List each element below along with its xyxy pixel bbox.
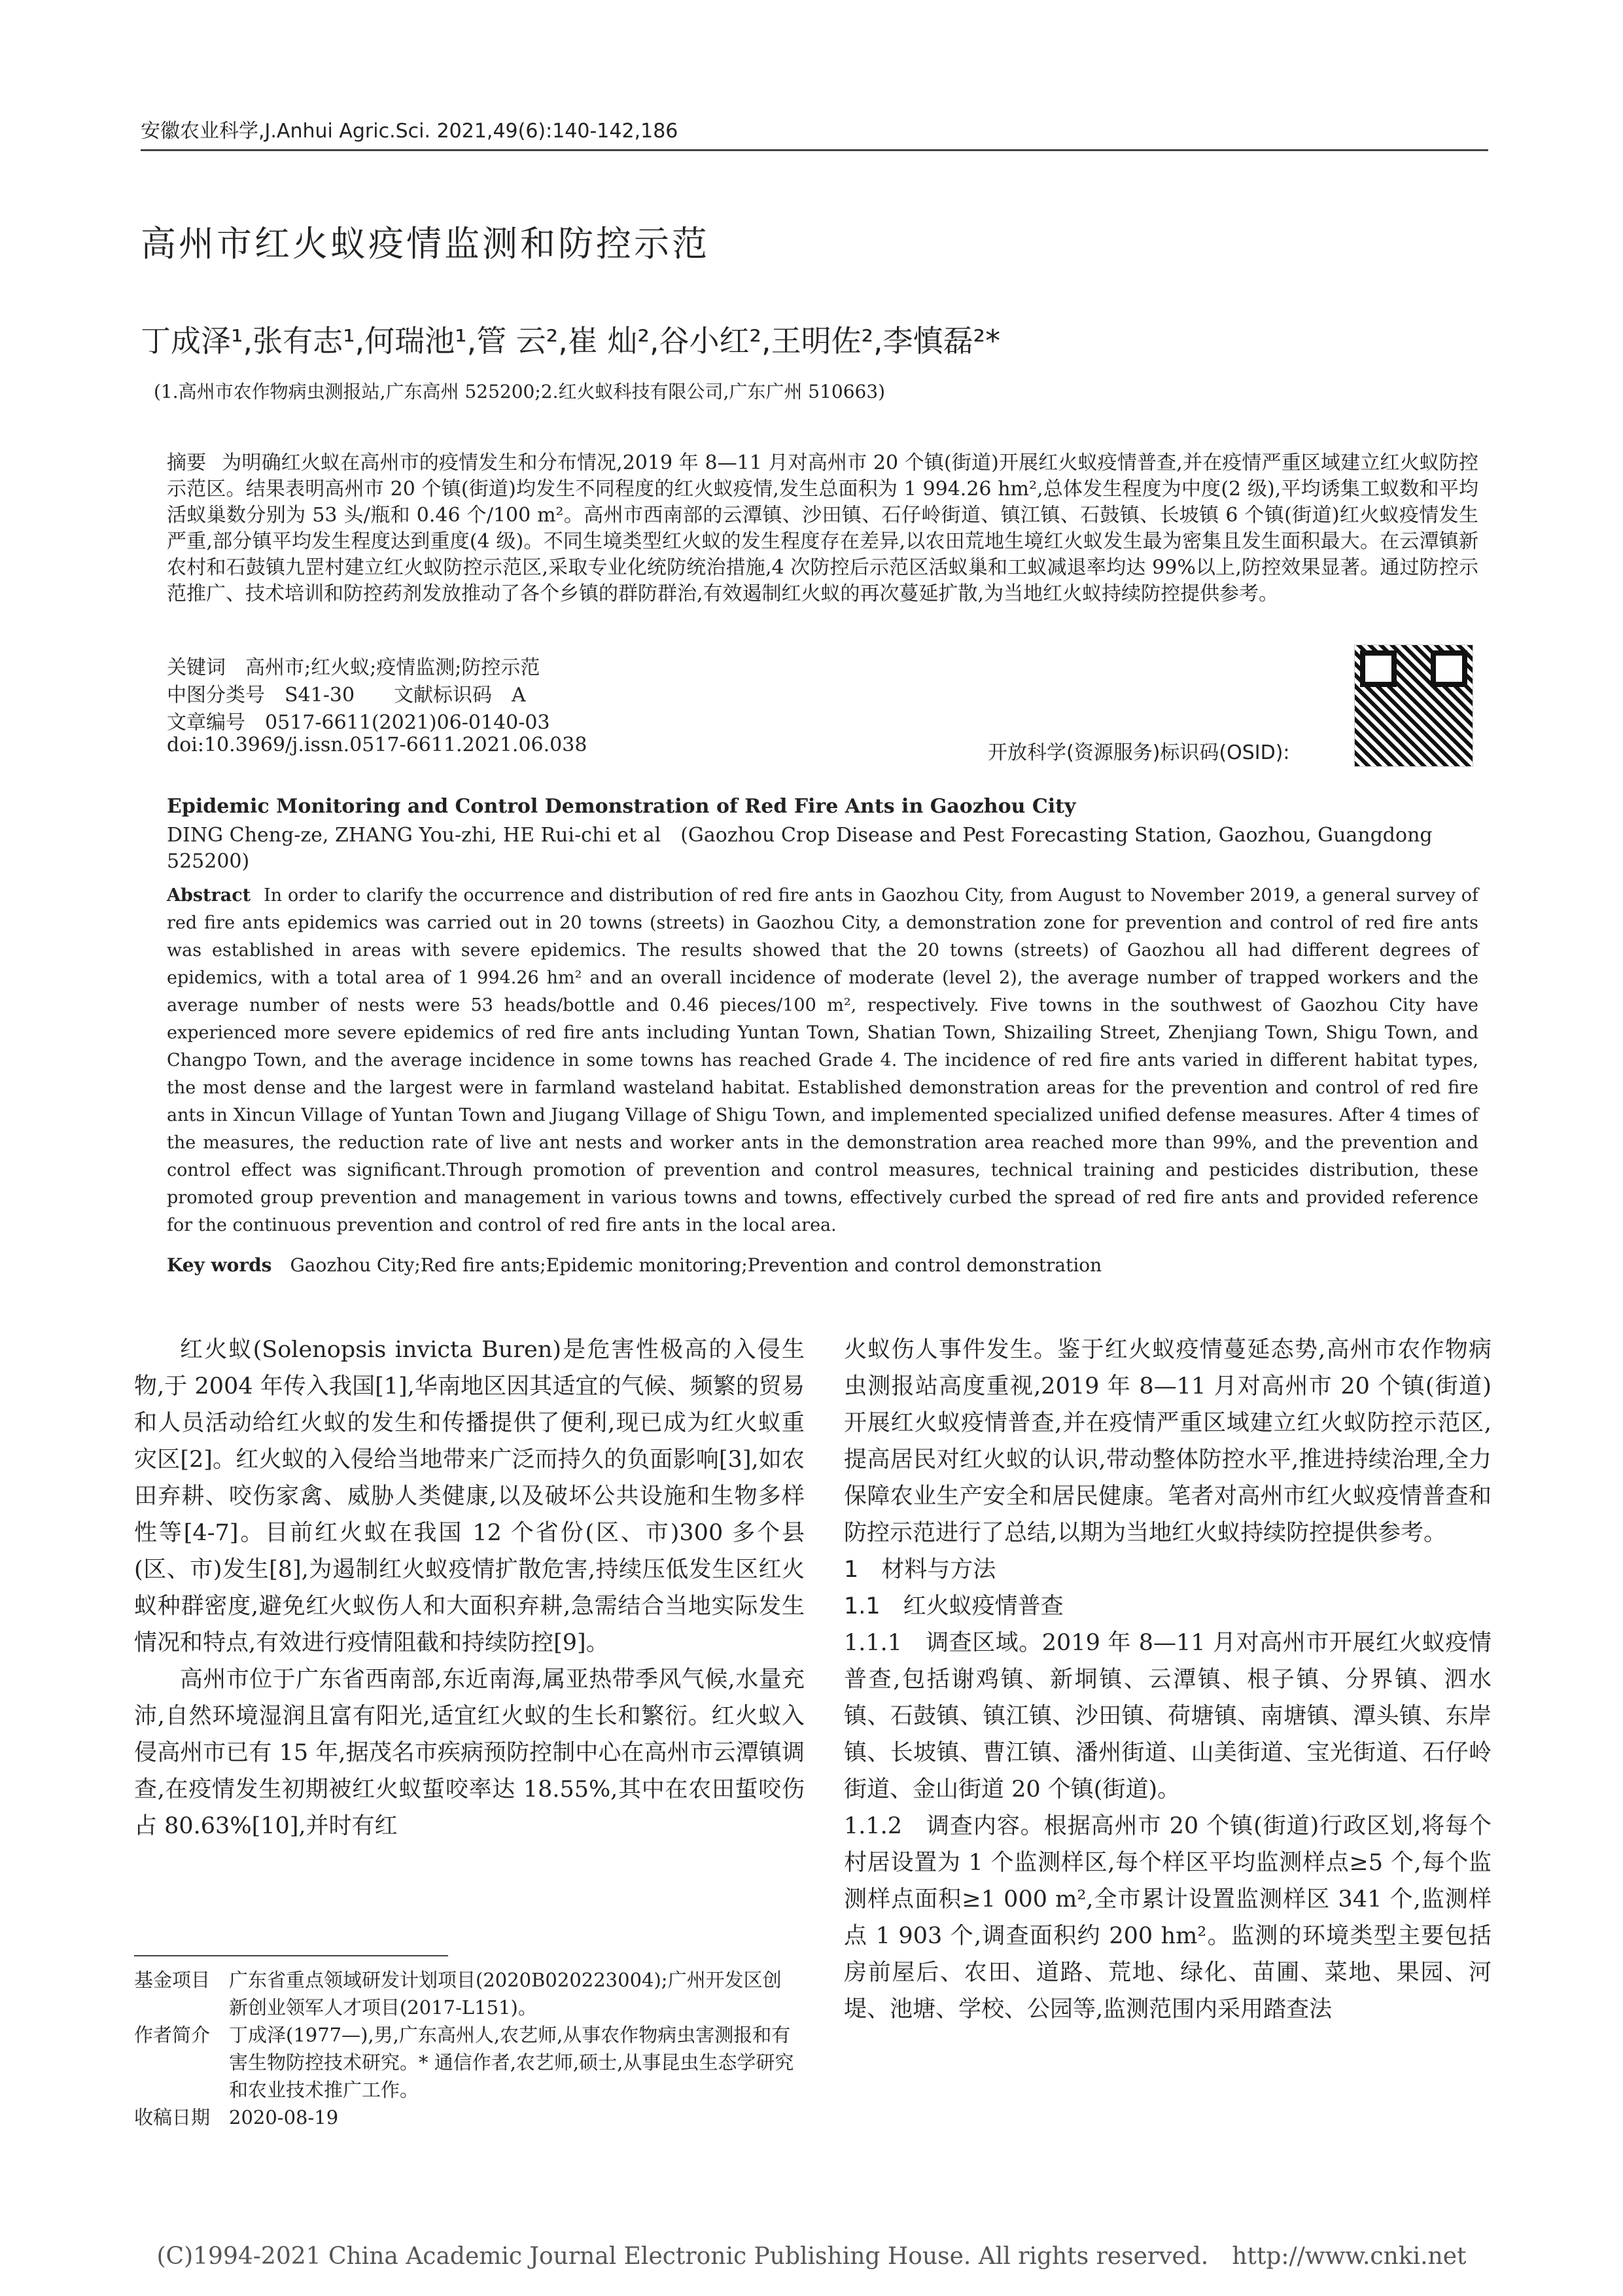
footnote-author: 作者简介 丁成泽(1977—),男,广东高州人,农艺师,从事农作物病虫害测报和有害生物防控技术研究。* 通信作者,农艺师,硕士,从事昆虫生态学研究和农业技术推广工作。 (134, 2024, 794, 2101)
body-paragraph: 红火蚁(Solenopsis invicta Buren)是危害性极高的入侵生物,于 2004 年传入我国[1],华南地区因其适宜的气候、频繁的贸易和人员活动给红火蚁的发生和传播提供了便利,现已成为红火蚁重灾区[2]。红火蚁的入侵给当地带来广泛而持久的负面影响[3],如农田弃耕、咬伤家禽、威胁人类健康,以及破坏公共设施和生物多样性等[4-7]。目前红火蚁在我国 12 个省份(区、市)300 多个县(区、市)发生[8],为遏制红火蚁疫情扩散危害,持续压低发生区红火蚁种群密度,避免红火蚁伤人和大面积弃耕,急需结合当地实际发生情况和特点,有效进行疫情阻截和持续防控[9]。 (134, 1337, 805, 1656)
footnotes (134, 1966, 805, 2131)
body-paragraph: 1.1.1 调查区域。2019 年 8—11 月对高州市开展红火蚁疫情普查,包括谢鸡镇、新垌镇、云潭镇、根子镇、分界镇、泗水镇、石鼓镇、镇江镇、沙田镇、荷塘镇、南塘镇、潭头镇、东岸镇、长坡镇、曹江镇、潘州街道、山美街道、宝光街道、石仔岭街道、金山街道 20 个镇(街道)。 (844, 1630, 1492, 1803)
english-authors: DING Cheng-ze, ZHANG You-zhi, HE Rui-chi et al (Gaozhou Crop Disease and Pest Forecasting Station, Gaozhou, Guangdong 525200) (167, 824, 1433, 873)
english-keywords (167, 1254, 1102, 1276)
body-paragraph: 高州市位于广东省西南部,东近南海,属亚热带季风气候,水量充沛,自然环境湿润且富有阳光,适宜红火蚁的生长和繁衍。红火蚁入侵高州市已有 15 年,据茂名市疾病预防控制中心在高州市云潭镇调查,在疫情发生初期被红火蚁蜇咬率达 18.55%,其中在农田蜇咬伤占 80.63%[10],并时有红 (134, 1667, 805, 1839)
body-paragraph: 火蚁伤人事件发生。鉴于红火蚁疫情蔓延态势,高州市农作物病虫测报站高度重视,2019 年 8—11 月对高州市 20 个镇(街道)开展红火蚁疫情普查,并在疫情严重区域建立红火蚁防控示范区,提高居民对红火蚁的认识,带动整体防控水平,推进持续治理,全力保障农业生产安全和居民健康。笔者对高州市红火蚁疫情普查和防控示范进行了总结,以期为当地红火蚁持续防控提供参考。 (844, 1337, 1492, 1546)
article-number: 文章编号 0517-6611(2021)06-0140-03 (167, 711, 550, 734)
copyright-footer: (C)1994-2021 China Academic Journal Electronic Publishing House. All rights reserved. http://www.cnki.net (156, 2243, 1467, 2270)
english-keywords-label: Key words (167, 1254, 272, 1276)
keywords-cn: 关键词 高州市;红火蚁;疫情监测;防控示范 (167, 656, 540, 679)
english-keywords-text: Gaozhou City;Red fire ants;Epidemic monitoring;Prevention and control demonstration (290, 1254, 1102, 1276)
paper-title: 高州市红火蚁疫情监测和防控示范 (141, 223, 710, 264)
english-abstract (167, 882, 1478, 1239)
journal-header: 安徽农业科学,J.Anhui Agric.Sci. 2021,49(6):140-142,186 (141, 120, 678, 143)
body-right-column (844, 1332, 1492, 2028)
chinese-abstract (167, 450, 1478, 607)
author-list: 丁成泽¹,张有志¹,何瑞池¹,管 云²,崔 灿²,谷小红²,王明佐²,李慎磊²* (141, 323, 1001, 359)
footnote-received: 收稿日期 2020-08-19 (134, 2106, 339, 2128)
subsection-heading: 1.1 红火蚁疫情普查 (844, 1593, 1064, 1619)
affiliation: (1.高州市农作物病虫测报站,广东高州 525200;2.红火蚁科技有限公司,广东广州 510663) (154, 381, 886, 402)
doi[interactable]: doi:10.3969/j.issn.0517-6611.2021.06.038 (167, 733, 587, 756)
footnote-funding: 基金项目 广东省重点领域研发计划项目(2020B020223004);广州开发区创新创业领军人才项目(2017-L151)。 (134, 1969, 782, 2019)
section-heading: 1 材料与方法 (844, 1557, 996, 1583)
header-rule (141, 149, 1488, 151)
osid-label: 开放科学(资源服务)标识码(OSID): (988, 741, 1290, 764)
english-abstract-label: Abstract (167, 885, 251, 906)
english-title: Epidemic Monitoring and Control Demonstration of Red Fire Ants in Gaozhou City (167, 795, 1076, 818)
classification: 中图分类号 S41-30 文献标识码 A (167, 684, 526, 707)
footnote-rule (134, 1955, 448, 1956)
body-paragraph: 1.1.2 调查内容。根据高州市 20 个镇(街道)行政区划,将每个村居设置为 1 个监测样区,每个样区平均监测样点≥5 个,每个监测样点面积≥1 000 m²,全市累计设置监测样区 341 个,监测样点 1 903 个,调查面积约 200 hm²。监测的环境类型主要包括房前屋后、农田、道路、荒地、绿化、苗圃、菜地、果园、河堤、池塘、学校、公园等,监测范围内采用踏查法 (844, 1813, 1492, 2022)
body-left-column (134, 1332, 805, 1845)
english-abstract-text: In order to clarify the occurrence and distribution of red fire ants in Gaozhou City, from August to November 2019, a general survey of red fire ants epidemics was carried out in 20 towns (streets) in Gaozhou City, a demonstration zone for prevention and control of red fire ants was established in areas with severe epidemics. The results showed that the 20 towns (streets) of Gaozhou all had different degrees of epidemics, with a total area of 1 994.26 hm² and an overall incidence of moderate (level 2), the average number of trapped workers and the average number of nests were 53 heads/bottle and 0.46 pieces/100 m², respectively. Five towns in the southwest of Gaozhou City have experienced more severe epidemics of red fire ants including Yuntan Town, Shatian Town, Shizailing Street, Zhenjiang Town, Shigu Town, and Changpo Town, and the average incidence in some towns has reached Grade 4. The incidence of red fire ants varied in different habitat types, the most dense and the largest were in farmland wasteland habitat. Established demonstration areas for the prevention and control of red fire ants in Xincun Village of Yuntan Town and Jiugang Village of Shigu Town, and implemented specialized unified defense measures. After 4 times of the measures, the reduction rate of live ant nests and worker ants in the demonstration area reached more than 99%, and the prevention and control effect was significant.Through promotion of prevention and control measures, technical training and pesticides distribution, these promoted group prevention and management in various towns and towns, effectively curbed the spread of red fire ants and provided reference for the continuous prevention and control of red fire ants in the local area. (167, 885, 1478, 1235)
abstract-text: 为明确红火蚁在高州市的疫情发生和分布情况,2019 年 8—11 月对高州市 20 个镇(街道)开展红火蚁疫情普查,并在疫情严重区域建立红火蚁防控示范区。结果表明高州市 20 个镇(街道)均发生不同程度的红火蚁疫情,发生总面积为 1 994.26 hm²,总体发生程度为中度(2 级),平均诱集工蚁数和平均活蚁巢数分别为 53 头/瓶和 0.46 个/100 m²。高州市西南部的云潭镇、沙田镇、石仔岭街道、镇江镇、石鼓镇、长坡镇 6 个镇(街道)红火蚁疫情发生严重,部分镇平均发生程度达到重度(4 级)。不同生境类型红火蚁的发生程度存在差异,以农田荒地生境红火蚁发生最为密集且发生面积最大。在云潭镇新农村和石鼓镇九罡村建立红火蚁防控示范区,采取专业化统防统治措施,4 次防控后示范区活蚁巢和工蚁减退率均达 99%以上,防控效果显著。通过防控示范推广、技术培训和防控药剂发放推动了各个乡镇的群防群治,有效遏制红火蚁的再次蔓延扩散,为当地红火蚁持续防控提供参考。 (167, 451, 1478, 605)
abstract-label: 摘要 (167, 451, 207, 474)
qr-code-icon[interactable] (1354, 645, 1473, 767)
